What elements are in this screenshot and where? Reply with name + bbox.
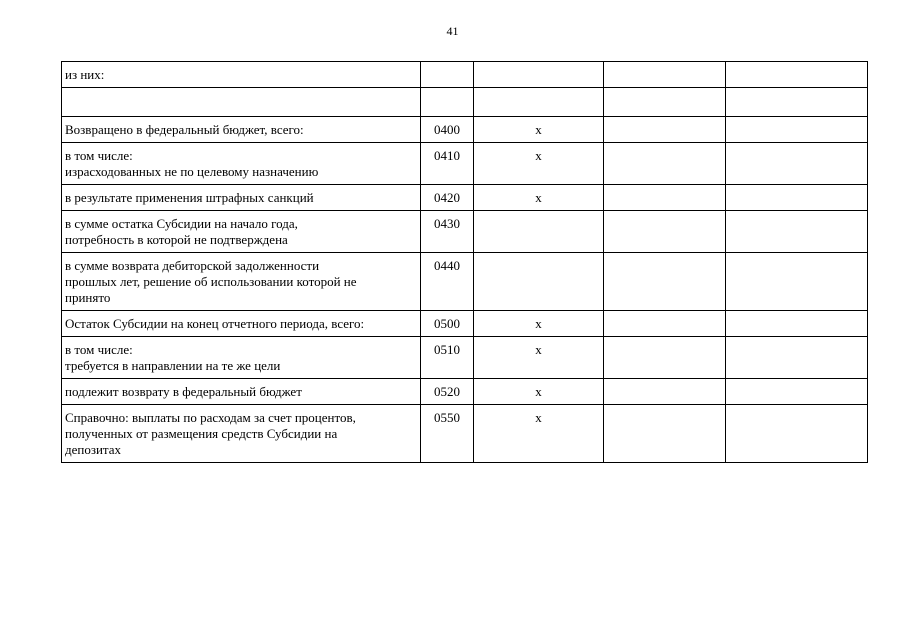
row-code-cell: 0400: [421, 117, 474, 143]
row-col3-cell: x: [474, 379, 604, 405]
row-col5-cell: [726, 311, 868, 337]
row-col4-cell: [604, 211, 726, 253]
row-col5-cell: [726, 253, 868, 311]
row-col4-cell: [604, 379, 726, 405]
row-code-cell: 0520: [421, 379, 474, 405]
row-name-cell: [62, 88, 421, 117]
row-code-cell: 0420: [421, 185, 474, 211]
row-col4-cell: [604, 62, 726, 88]
row-col5-cell: [726, 337, 868, 379]
row-col4-cell: [604, 337, 726, 379]
row-code-cell: [421, 62, 474, 88]
row-col4-cell: [604, 143, 726, 185]
row-col5-cell: [726, 88, 868, 117]
row-col3-cell: [474, 88, 604, 117]
table-row: [62, 405, 868, 463]
row-col3-cell: x: [474, 337, 604, 379]
row-name-cell: из них:: [62, 62, 421, 88]
row-col3-cell: x: [474, 185, 604, 211]
row-name-cell: в том числе: требуется в направлении на те же цели: [62, 337, 421, 379]
row-col5-cell: [726, 117, 868, 143]
row-name-cell: Справочно: выплаты по расходам за счет процентов, полученных от размещения средств Субсидии на депозитах: [62, 405, 421, 463]
row-name-cell: Возвращено в федеральный бюджет, всего:: [62, 117, 421, 143]
row-name-cell: в результате применения штрафных санкций: [62, 185, 421, 211]
row-col3-cell: x: [474, 143, 604, 185]
row-col3-cell: [474, 253, 604, 311]
row-col3-cell: x: [474, 311, 604, 337]
row-col4-cell: [604, 311, 726, 337]
row-name-cell: Остаток Субсидии на конец отчетного периода, всего:: [62, 311, 421, 337]
table-row: [62, 311, 868, 337]
row-code-cell: 0440: [421, 253, 474, 311]
row-code-cell: 0500: [421, 311, 474, 337]
row-col3-cell: x: [474, 117, 604, 143]
row-col4-cell: [604, 405, 726, 463]
row-code-cell: [421, 88, 474, 117]
row-name-cell: подлежит возврату в федеральный бюджет: [62, 379, 421, 405]
row-code-cell: 0550: [421, 405, 474, 463]
row-col4-cell: [604, 88, 726, 117]
row-col3-cell: [474, 211, 604, 253]
table-row: [62, 253, 868, 311]
row-code-cell: 0430: [421, 211, 474, 253]
table-row: [62, 211, 868, 253]
row-name-cell: в том числе: израсходованных не по целевому назначению: [62, 143, 421, 185]
row-col5-cell: [726, 143, 868, 185]
row-col5-cell: [726, 62, 868, 88]
row-name-cell: в сумме остатка Субсидии на начало года, потребность в которой не подтверждена: [62, 211, 421, 253]
table-row: [62, 117, 868, 143]
row-col3-cell: x: [474, 405, 604, 463]
report-table-body: [62, 62, 868, 463]
table-row: [62, 379, 868, 405]
table-row: [62, 88, 868, 117]
row-col5-cell: [726, 211, 868, 253]
table-row: [62, 337, 868, 379]
row-col5-cell: [726, 405, 868, 463]
row-name-cell: в сумме возврата дебиторской задолженности прошлых лет, решение об использовании которой не принято: [62, 253, 421, 311]
row-col4-cell: [604, 253, 726, 311]
table-row: [62, 185, 868, 211]
row-code-cell: 0410: [421, 143, 474, 185]
row-col4-cell: [604, 117, 726, 143]
row-col3-cell: [474, 62, 604, 88]
page-number: 41: [446, 24, 459, 38]
row-col5-cell: [726, 379, 868, 405]
table-row: [62, 62, 868, 88]
row-col4-cell: [604, 185, 726, 211]
table-row: [62, 143, 868, 185]
row-col5-cell: [726, 185, 868, 211]
report-table: [61, 61, 868, 463]
row-code-cell: 0510: [421, 337, 474, 379]
